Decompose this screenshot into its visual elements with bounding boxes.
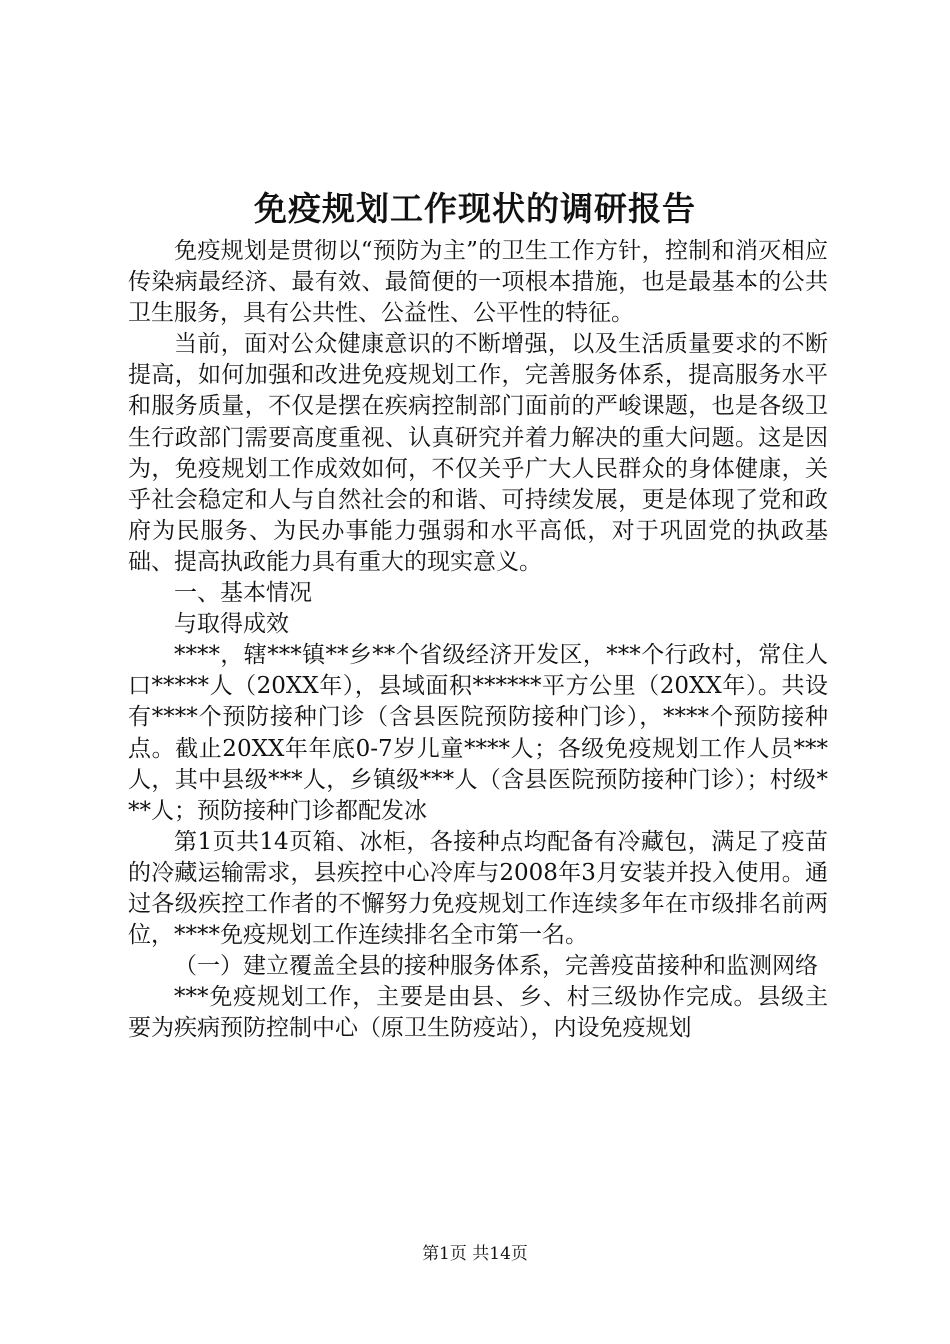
section-heading: 一、基本情况	[174, 580, 312, 607]
paragraph: 当前，面对公众健康意识的不断增强，以及生活质量要求的不断提高，如何加强和改进免疫规划工作，完善服务体系，提高服务水平和服务质量，不仅是摆在疾病控制部门面前的严峻课题，也是各级卫生行政部门需要高度重视、认真研究并着力解决的重大问题。这是因为，免疫规划工作成效如何，不仅关乎广大人民群众的身体健康，关乎社会稳定和人与自然社会的和谐、可持续发展，更是体现了党和政府为民服务、为民办事能力强弱和水平高低，对于巩固党的执政基础、提高执政能力具有重大的现实意义。	[128, 331, 828, 575]
document-title: 免疫规划工作现状的调研报告	[254, 189, 696, 228]
paragraph: 免疫规划是贯彻以“预防为主”的卫生工作方针，控制和消灭相应传染病最经济、最有效、最简便的一项根本措施，也是最基本的公共卫生服务，具有公共性、公益性、公平性的特征。	[128, 238, 828, 327]
section-heading-continued: 与取得成效	[174, 611, 289, 638]
subsection-heading: （一）建立覆盖全县的接种服务体系，完善疫苗接种和监测网络	[174, 953, 818, 980]
paragraph: ****，辖***镇**乡**个省级经济开发区，***个行政村，常住人口*****人（20XX年），县域面积******平方公里（20XX年）。共设有****个预防接种门诊（含县医院预防接种门诊），****个预防接种点。截止20XX年年底0-7岁儿童****人；各级免疫规划工作人员***人，其中县级***人，乡镇级***人（含县医院预防接种门诊）；村级***人；预防接种门诊都配发冰	[128, 642, 828, 824]
page-footer: 第1页 共14页	[422, 1244, 528, 1264]
document-body	[128, 236, 828, 1044]
paragraph: 第1页共14页箱、冰柜，各接种点均配备有冷藏包，满足了疫苗的冷藏运输需求，县疾控中心冷库与2008年3月安装并投入使用。通过各级疾控工作者的不懈努力免疫规划工作连续多年在市级排名前两位，****免疫规划工作连续排名全市第一名。	[128, 828, 828, 949]
paragraph: ***免疫规划工作，主要是由县、乡、村三级协作完成。县级主要为疾病预防控制中心（原卫生防疫站），内设免疫规划	[128, 984, 828, 1042]
